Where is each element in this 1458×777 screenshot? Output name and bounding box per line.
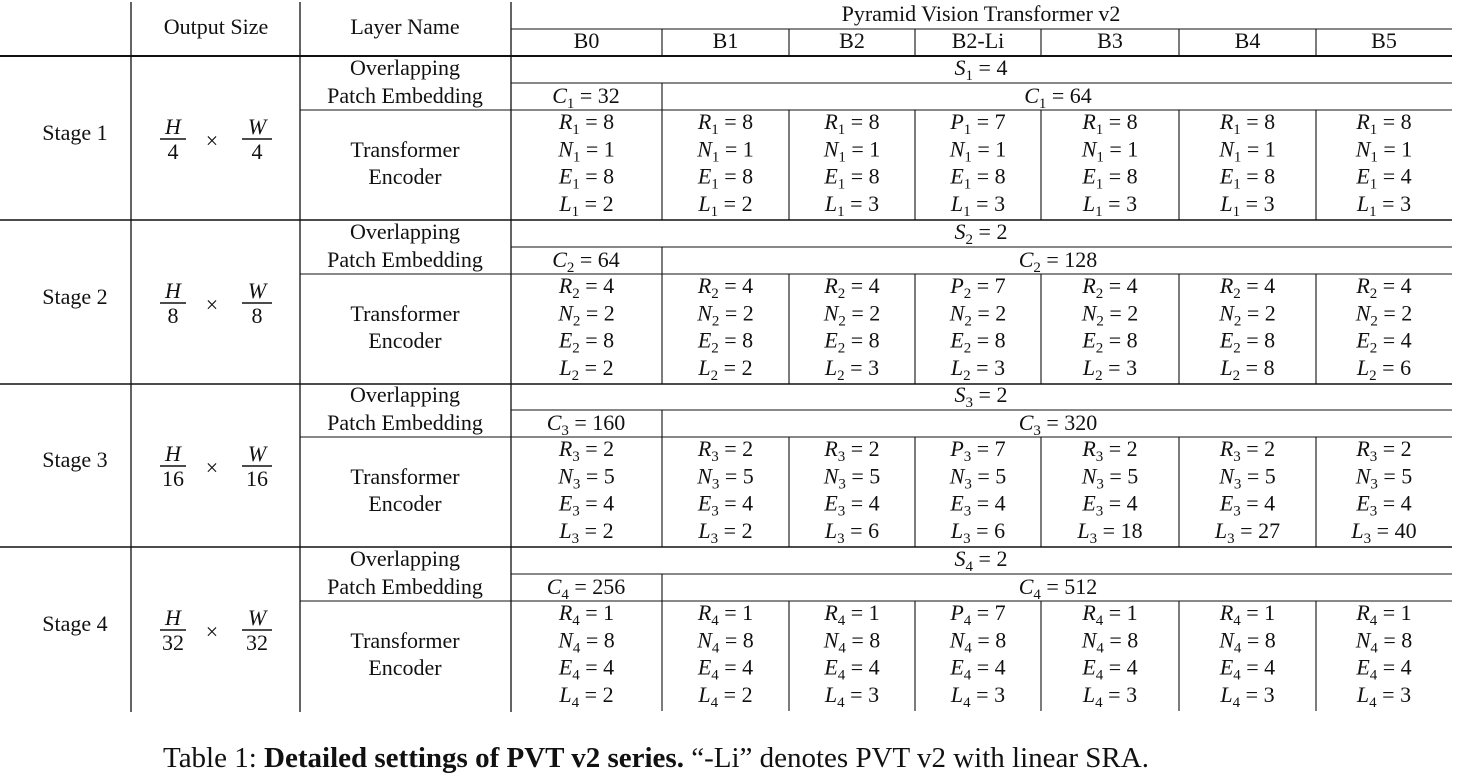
- stage-3-b0-l: $L_3 = 2$: [559, 517, 614, 547]
- stage-1-b4-r: $R_1 = 8$: [1219, 109, 1276, 138]
- stage-4-b0-r: $R_4 = 1$: [558, 600, 615, 629]
- stage-4-name: Stage 4: [42, 611, 108, 636]
- stage-1-channels-rest: $C_1 = 64$: [1024, 83, 1092, 112]
- stage-2-b5-n: $N_2 = 2$: [1355, 300, 1413, 330]
- stage-3-b1-r: $R_3 = 2$: [697, 436, 754, 465]
- stage-4-layer-encoder-2: Encoder: [368, 655, 442, 680]
- stage-3-output-times: ×: [205, 455, 219, 480]
- stage-1-b2-li-e: $E_1 = 8$: [950, 163, 1006, 193]
- stage-1-b1-e: $E_1 = 8$: [697, 163, 754, 193]
- stage-4-b5-e: $E_4 = 4$: [1356, 654, 1412, 684]
- caption-prefix: Table 1:: [163, 742, 265, 774]
- stage-3-b3-e: $E_3 = 4$: [1082, 490, 1138, 520]
- stage-2-b1-l: $L_2 = 2$: [698, 354, 753, 384]
- stage-4-b4-n: $N_4 = 8$: [1219, 627, 1276, 657]
- stage-3-b0-n: $N_3 = 5$: [558, 463, 615, 493]
- stage-1-layer-encoder-2: Encoder: [368, 164, 442, 189]
- stage-3-b5-n: $N_3 = 5$: [1355, 463, 1413, 493]
- stage-3-layer-encoder-2: Encoder: [368, 491, 442, 516]
- stage-3-channels-rest: $C_3 = 320$: [1018, 410, 1098, 439]
- stage-2-b0-n: $N_2 = 2$: [558, 300, 615, 330]
- stage-2-output-h: H: [165, 278, 181, 303]
- stage-3-b2-li-l: $L_3 = 6$: [950, 517, 1006, 547]
- stage-4-output-w: W: [247, 605, 267, 630]
- stage-2-output-w-den: 8: [251, 303, 263, 328]
- stage-4-layer-patch-1: Overlapping: [350, 546, 460, 571]
- stage-2-name: Stage 2: [42, 284, 108, 309]
- stage-2-b2-r: $R_2 = 4$: [824, 273, 880, 302]
- stage-2-output-w: W: [247, 278, 267, 303]
- stage-2-b5-r: $R_2 = 4$: [1356, 273, 1412, 302]
- stage-3-b4-r: $R_3 = 2$: [1219, 436, 1276, 465]
- stage-1-b0-r: $R_1 = 8$: [558, 109, 615, 138]
- stage-3-b2-li-e: $E_3 = 4$: [950, 490, 1006, 520]
- stage-4-b3-r: $R_4 = 1$: [1082, 600, 1138, 629]
- stage-4-b3-n: $N_4 = 8$: [1081, 627, 1139, 657]
- stage-3-b2-r: $R_3 = 2$: [824, 436, 880, 465]
- stage-4-b2-r: $R_4 = 1$: [824, 600, 880, 629]
- stage-1-layer-encoder-1: Transformer: [350, 137, 460, 162]
- stage-3-b4-e: $E_3 = 4$: [1219, 490, 1276, 520]
- stage-2-b1-e: $E_2 = 8$: [697, 327, 754, 357]
- stage-1-name: Stage 1: [42, 120, 108, 145]
- stage-2-b1-r: $R_2 = 4$: [697, 273, 754, 302]
- stage-4-output-h-den: 32: [162, 630, 184, 655]
- stage-3-b3-n: $N_3 = 5$: [1081, 463, 1139, 493]
- stage-1-b3-e: $E_1 = 8$: [1082, 163, 1138, 193]
- stage-1-output-w: W: [247, 114, 267, 139]
- stage-2-b2-e: $E_2 = 8$: [824, 327, 880, 357]
- stage-4-b0-n: $N_4 = 8$: [558, 627, 615, 657]
- stage-3-b5-r: $R_3 = 2$: [1356, 436, 1412, 465]
- stage-3-channels-b0: $C_3 = 160$: [546, 410, 626, 439]
- stage-1-b1-r: $R_1 = 8$: [697, 109, 754, 138]
- stage-2-stride: $S_2 = 2$: [954, 219, 1008, 248]
- stage-4-b4-l: $L_4 = 3$: [1220, 681, 1275, 711]
- stage-4-output-times: ×: [205, 619, 219, 644]
- stage-2-channels-rest: $C_2 = 128$: [1018, 247, 1098, 276]
- header-group-title: Pyramid Vision Transformer v2: [841, 1, 1121, 26]
- stage-2-b3-r: $R_2 = 4$: [1082, 273, 1138, 302]
- stage-1-output-times: ×: [205, 128, 219, 153]
- stage-1-output-w-den: 4: [251, 139, 263, 164]
- stage-1-b0-e: $E_1 = 8$: [558, 163, 615, 193]
- stage-3-name: Stage 3: [42, 447, 108, 472]
- stage-3-b3-l: $L_3 = 18$: [1077, 517, 1143, 547]
- stage-3-b0-r: $R_3 = 2$: [558, 436, 615, 465]
- header-variant-b3: B3: [1097, 28, 1123, 53]
- stage-2-output-h-den: 8: [167, 303, 179, 328]
- stage-4-b4-r: $R_4 = 1$: [1219, 600, 1276, 629]
- stage-3-b5-e: $E_3 = 4$: [1356, 490, 1412, 520]
- stage-4-layer-patch-2: Patch Embedding: [327, 574, 483, 599]
- stage-4-b0-l: $L_4 = 2$: [559, 681, 614, 711]
- stage-3-b4-l: $L_3 = 27$: [1214, 517, 1281, 547]
- stage-1-b1-n: $N_1 = 1$: [697, 136, 754, 166]
- stage-1-b4-n: $N_1 = 1$: [1219, 136, 1276, 166]
- stage-1-b4-e: $E_1 = 8$: [1219, 163, 1276, 193]
- header-variant-b4: B4: [1234, 28, 1261, 53]
- stage-3-output-h: H: [165, 441, 181, 466]
- stage-3-b1-n: $N_3 = 5$: [697, 463, 754, 493]
- stage-2-b2-li-n: $N_2 = 2$: [949, 300, 1007, 330]
- stage-2-b5-e: $E_2 = 4$: [1356, 327, 1412, 357]
- stage-1-output-h-den: 4: [167, 139, 179, 164]
- stage-1-stride: $S_1 = 4$: [954, 55, 1008, 84]
- stage-4-stride: $S_4 = 2$: [954, 546, 1008, 575]
- stage-4-b5-r: $R_4 = 1$: [1356, 600, 1412, 629]
- stage-3-b2-l: $L_3 = 6$: [824, 517, 880, 547]
- stage-4-b1-e: $E_4 = 4$: [697, 654, 754, 684]
- stage-1-b3-n: $N_1 = 1$: [1081, 136, 1139, 166]
- stage-3-b3-r: $R_3 = 2$: [1082, 436, 1138, 465]
- stage-2-b3-e: $E_2 = 8$: [1082, 327, 1138, 357]
- stage-2-layer-encoder-1: Transformer: [350, 301, 460, 326]
- stage-4-b2-li-l: $L_4 = 3$: [950, 681, 1006, 711]
- stage-2-b3-l: $L_2 = 3$: [1082, 354, 1138, 384]
- stage-3-b2-e: $E_3 = 4$: [824, 490, 880, 520]
- stage-3-b1-l: $L_3 = 2$: [698, 517, 753, 547]
- stage-1-b0-n: $N_1 = 1$: [558, 136, 615, 166]
- stage-3-output-w-den: 16: [246, 466, 268, 491]
- stage-1-b3-l: $L_1 = 3$: [1082, 190, 1138, 220]
- header-variant-b5: B5: [1371, 28, 1397, 53]
- stage-1-b5-n: $N_1 = 1$: [1355, 136, 1413, 166]
- stage-2-b2-li-e: $E_2 = 8$: [950, 327, 1006, 357]
- stage-4-b2-li-n: $N_4 = 8$: [949, 627, 1007, 657]
- stage-2-b2-li-l: $L_2 = 3$: [950, 354, 1006, 384]
- stage-4-b1-n: $N_4 = 8$: [697, 627, 754, 657]
- stage-2-b0-r: $R_2 = 4$: [558, 273, 615, 302]
- stage-2-b2-l: $L_2 = 3$: [824, 354, 880, 384]
- header-layer-name: Layer Name: [350, 14, 460, 39]
- stage-1-b2-r: $R_1 = 8$: [824, 109, 880, 138]
- stage-1-b4-l: $L_1 = 3$: [1220, 190, 1275, 220]
- stage-3-output-w: W: [247, 441, 267, 466]
- stage-2-output-times: ×: [205, 292, 219, 317]
- stage-4-b5-l: $L_4 = 3$: [1356, 681, 1412, 711]
- stage-1-b2-li-p: $P_1 = 7$: [950, 109, 1006, 138]
- stage-2-b0-l: $L_2 = 2$: [559, 354, 614, 384]
- stage-3-b5-l: $L_3 = 40$: [1351, 517, 1417, 547]
- header-variant-b0: B0: [573, 28, 600, 53]
- stage-3-layer-patch-2: Patch Embedding: [327, 410, 483, 435]
- stage-3-b2-n: $N_3 = 5$: [823, 463, 881, 493]
- stage-4-b2-l: $L_4 = 3$: [824, 681, 880, 711]
- stage-2-layer-patch-2: Patch Embedding: [327, 247, 483, 272]
- stage-4-layer-encoder-1: Transformer: [350, 628, 460, 653]
- caption-bold: Detailed settings of PVT v2 series.: [264, 742, 684, 774]
- header-variant-b1: B1: [712, 28, 739, 53]
- stage-3-layer-encoder-1: Transformer: [350, 464, 460, 489]
- stage-2-b0-e: $E_2 = 8$: [558, 327, 615, 357]
- stage-2-channels-b0: $C_2 = 64$: [552, 247, 620, 276]
- stage-1-b5-e: $E_1 = 4$: [1356, 163, 1412, 193]
- stage-1-b5-l: $L_1 = 3$: [1356, 190, 1412, 220]
- header-variant-b2: B2: [839, 28, 865, 53]
- header-variant-b2-li: B2-Li: [951, 28, 1005, 53]
- stage-2-layer-encoder-2: Encoder: [368, 328, 442, 353]
- stage-4-b3-l: $L_4 = 3$: [1082, 681, 1138, 711]
- stage-2-b2-li-p: $P_2 = 7$: [950, 273, 1006, 302]
- stage-1-b2-l: $L_1 = 3$: [824, 190, 880, 220]
- stage-2-b4-r: $R_2 = 4$: [1219, 273, 1276, 302]
- stage-4-b2-e: $E_4 = 4$: [824, 654, 880, 684]
- stage-3-layer-patch-1: Overlapping: [350, 382, 460, 407]
- stage-1-b0-l: $L_1 = 2$: [559, 190, 614, 220]
- stage-4-b1-r: $R_4 = 1$: [697, 600, 754, 629]
- stage-3-stride: $S_3 = 2$: [954, 382, 1008, 411]
- stage-1-b5-r: $R_1 = 8$: [1356, 109, 1412, 138]
- stage-2-b1-n: $N_2 = 2$: [697, 300, 754, 330]
- header-output-size: Output Size: [163, 14, 269, 39]
- stage-1-output-h: H: [165, 114, 181, 139]
- stage-1-b2-n: $N_1 = 1$: [823, 136, 881, 166]
- stage-1-b1-l: $L_1 = 2$: [698, 190, 753, 220]
- stage-1-b2-li-n: $N_1 = 1$: [949, 136, 1007, 166]
- stage-4-channels-rest: $C_4 = 512$: [1018, 574, 1098, 603]
- stage-4-output-h: H: [165, 605, 181, 630]
- stage-1-layer-patch-1: Overlapping: [350, 55, 460, 80]
- stage-4-b2-li-p: $P_4 = 7$: [950, 600, 1006, 629]
- stage-2-b3-n: $N_2 = 2$: [1081, 300, 1139, 330]
- stage-3-b2-li-n: $N_3 = 5$: [949, 463, 1007, 493]
- stage-2-b2-n: $N_2 = 2$: [823, 300, 881, 330]
- stage-2-b5-l: $L_2 = 6$: [1356, 354, 1412, 384]
- stage-4-b5-n: $N_4 = 8$: [1355, 627, 1413, 657]
- stage-4-output-w-den: 32: [246, 630, 268, 655]
- stage-3-b2-li-p: $P_3 = 7$: [950, 436, 1006, 465]
- stage-2-b4-l: $L_2 = 8$: [1220, 354, 1275, 384]
- stage-4-b0-e: $E_4 = 4$: [558, 654, 615, 684]
- stage-3-output-h-den: 16: [162, 466, 184, 491]
- stage-1-layer-patch-2: Patch Embedding: [327, 83, 483, 108]
- stage-4-b1-l: $L_4 = 2$: [698, 681, 753, 711]
- caption-rest: “-Li” denotes PVT v2 with linear SRA.: [683, 742, 1149, 774]
- stage-3-b1-e: $E_3 = 4$: [697, 490, 754, 520]
- stage-3-b4-n: $N_3 = 5$: [1219, 463, 1276, 493]
- stage-4-b2-n: $N_4 = 8$: [823, 627, 881, 657]
- stage-2-layer-patch-1: Overlapping: [350, 219, 460, 244]
- stage-1-b2-li-l: $L_1 = 3$: [950, 190, 1006, 220]
- stage-3-b0-e: $E_3 = 4$: [558, 490, 615, 520]
- stage-1-channels-b0: $C_1 = 32$: [552, 83, 620, 112]
- stage-2-b4-e: $E_2 = 8$: [1219, 327, 1276, 357]
- stage-1-b3-r: $R_1 = 8$: [1082, 109, 1138, 138]
- stage-4-b2-li-e: $E_4 = 4$: [950, 654, 1006, 684]
- table-caption: [163, 740, 1443, 776]
- stage-4-channels-b0: $C_4 = 256$: [546, 574, 626, 603]
- stage-4-b3-e: $E_4 = 4$: [1082, 654, 1138, 684]
- stage-4-b4-e: $E_4 = 4$: [1219, 654, 1276, 684]
- stage-2-b4-n: $N_2 = 2$: [1219, 300, 1276, 330]
- stage-1-b2-e: $E_1 = 8$: [824, 163, 880, 193]
